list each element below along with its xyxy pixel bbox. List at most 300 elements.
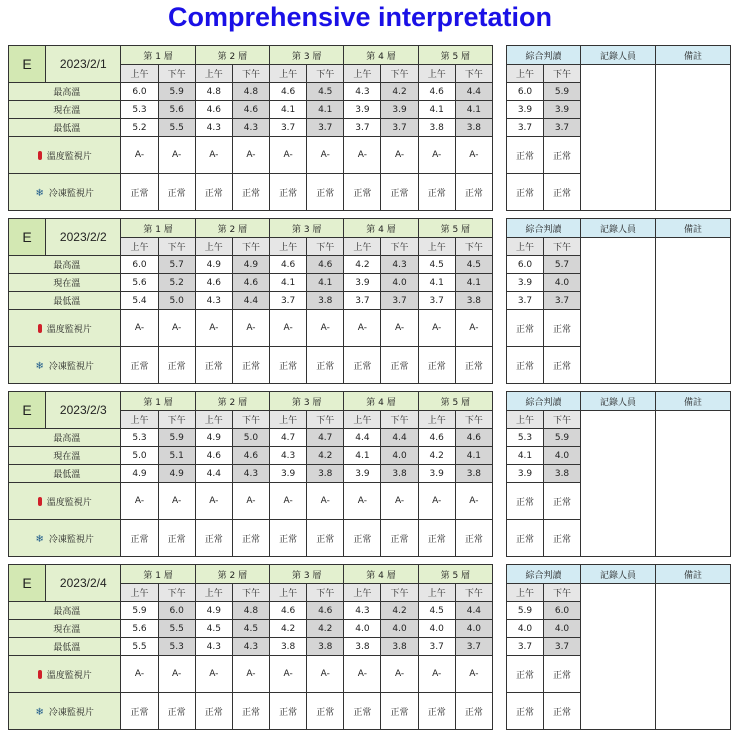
temp-film-value: A- xyxy=(121,310,158,347)
current-temp-value: 4.5 xyxy=(195,620,232,638)
temp-film-label xyxy=(9,137,121,174)
max-temp-value: 4.3 xyxy=(344,602,381,620)
max-temp-value: 4.6 xyxy=(270,256,307,274)
floor-header: 第 1 層 xyxy=(121,219,195,238)
max-temp-value: 4.3 xyxy=(344,83,381,101)
am-header: 上午 xyxy=(195,238,232,256)
freeze-film-value: 正常 xyxy=(455,693,492,730)
floor-header: 第 4 層 xyxy=(344,46,418,65)
current-temp-value: 4.6 xyxy=(195,274,232,292)
remarks-cell[interactable] xyxy=(656,65,731,211)
overall-min-value: 3.9 xyxy=(507,465,544,483)
pm-header: 下午 xyxy=(544,411,581,429)
temp-film-value: A- xyxy=(270,310,307,347)
temp-film-value: A- xyxy=(307,137,344,174)
recorder-header: 記錄人員 xyxy=(581,392,656,411)
min-temp-value: 3.9 xyxy=(270,465,307,483)
overall-min-value: 3.7 xyxy=(544,292,581,310)
temp-film-value: A- xyxy=(270,483,307,520)
remarks-cell[interactable] xyxy=(656,411,731,557)
temp-film-value: A- xyxy=(195,483,232,520)
max-temp-value: 4.6 xyxy=(455,429,492,447)
am-header: 上午 xyxy=(195,65,232,83)
overall-header: 綜合判讀 xyxy=(507,219,581,238)
am-header: 上午 xyxy=(507,411,544,429)
overall-header: 綜合判讀 xyxy=(507,46,581,65)
max-temp-value: 6.0 xyxy=(121,256,158,274)
temp-film-value: A- xyxy=(344,310,381,347)
am-header: 上午 xyxy=(418,411,455,429)
freeze-film-value: 正常 xyxy=(418,520,455,557)
temp-film-value: A- xyxy=(195,656,232,693)
current-temp-value: 5.6 xyxy=(121,274,158,292)
recorder-cell[interactable] xyxy=(581,238,656,384)
overall-max-value: 5.7 xyxy=(544,256,581,274)
freeze-film-value: 正常 xyxy=(158,693,195,730)
freeze-film-value: 正常 xyxy=(121,520,158,557)
unit-label: E xyxy=(9,219,46,256)
floor-readings-table xyxy=(8,218,493,384)
current-temp-value: 5.2 xyxy=(158,274,195,292)
snowflake-icon: ❄ xyxy=(35,706,44,718)
overall-judgement-table xyxy=(506,564,731,730)
pm-header: 下午 xyxy=(455,584,492,602)
min-temp-value: 3.7 xyxy=(344,119,381,137)
temp-film-value: A- xyxy=(455,310,492,347)
max-temp-value: 4.8 xyxy=(232,83,269,101)
pm-header: 下午 xyxy=(307,65,344,83)
temp-film-value: A- xyxy=(418,483,455,520)
am-header: 上午 xyxy=(418,238,455,256)
pm-header: 下午 xyxy=(232,65,269,83)
overall-freeze-film-value: 正常 xyxy=(544,174,581,211)
pm-header: 下午 xyxy=(158,65,195,83)
freeze-film-label-text: 冷凍監視片 xyxy=(48,534,94,545)
freeze-film-value: 正常 xyxy=(344,693,381,730)
freeze-film-label xyxy=(9,347,121,384)
freeze-film-value: 正常 xyxy=(455,520,492,557)
pm-header: 下午 xyxy=(307,238,344,256)
am-header: 上午 xyxy=(270,584,307,602)
freeze-film-value: 正常 xyxy=(158,347,195,384)
freeze-film-value: 正常 xyxy=(381,693,418,730)
overall-freeze-film-value: 正常 xyxy=(507,520,544,557)
floor-header: 第 2 層 xyxy=(195,392,269,411)
current-temp-value: 4.6 xyxy=(195,447,232,465)
min-temp-value: 4.3 xyxy=(195,638,232,656)
am-header: 上午 xyxy=(195,584,232,602)
freeze-film-value: 正常 xyxy=(195,693,232,730)
freeze-film-value: 正常 xyxy=(232,520,269,557)
max-temp-value: 4.4 xyxy=(455,602,492,620)
am-header: 上午 xyxy=(344,411,381,429)
am-header: 上午 xyxy=(344,65,381,83)
overall-temp-film-value: 正常 xyxy=(544,137,581,174)
pm-header: 下午 xyxy=(455,238,492,256)
max-temp-value: 4.4 xyxy=(344,429,381,447)
max-temp-value: 4.5 xyxy=(307,83,344,101)
recorder-header: 記錄人員 xyxy=(581,46,656,65)
min-temp-value: 3.7 xyxy=(381,292,418,310)
temp-film-value: A- xyxy=(455,656,492,693)
am-header: 上午 xyxy=(270,411,307,429)
remarks-cell[interactable] xyxy=(656,238,731,384)
pm-header: 下午 xyxy=(158,238,195,256)
overall-max-value: 6.0 xyxy=(544,602,581,620)
min-temp-label: 最低溫 xyxy=(9,638,121,656)
freeze-film-value: 正常 xyxy=(455,174,492,211)
current-temp-value: 3.9 xyxy=(344,101,381,119)
min-temp-value: 3.8 xyxy=(307,465,344,483)
overall-judgement-table xyxy=(506,391,731,557)
temp-film-value: A- xyxy=(195,137,232,174)
floor-header: 第 3 層 xyxy=(270,219,344,238)
min-temp-value: 3.8 xyxy=(307,638,344,656)
temp-film-value: A- xyxy=(344,137,381,174)
freeze-film-value: 正常 xyxy=(232,347,269,384)
current-temp-value: 4.0 xyxy=(344,620,381,638)
current-temp-value: 4.1 xyxy=(455,101,492,119)
overall-freeze-film-value: 正常 xyxy=(544,520,581,557)
overall-temp-film-value: 正常 xyxy=(507,137,544,174)
temp-film-value: A- xyxy=(307,656,344,693)
floor-header: 第 2 層 xyxy=(195,219,269,238)
max-temp-value: 4.3 xyxy=(381,256,418,274)
freeze-film-value: 正常 xyxy=(418,693,455,730)
min-temp-value: 3.7 xyxy=(344,292,381,310)
overall-temp-film-value: 正常 xyxy=(544,310,581,347)
am-header: 上午 xyxy=(121,238,158,256)
min-temp-label: 最低溫 xyxy=(9,292,121,310)
pm-header: 下午 xyxy=(544,65,581,83)
current-temp-value: 5.1 xyxy=(158,447,195,465)
am-header: 上午 xyxy=(344,238,381,256)
overall-max-value: 5.3 xyxy=(507,429,544,447)
max-temp-value: 4.6 xyxy=(307,602,344,620)
min-temp-value: 3.8 xyxy=(381,465,418,483)
freeze-film-value: 正常 xyxy=(418,347,455,384)
overall-current-value: 3.9 xyxy=(544,101,581,119)
overall-min-value: 3.7 xyxy=(507,119,544,137)
overall-max-value: 6.0 xyxy=(507,83,544,101)
pm-header: 下午 xyxy=(232,238,269,256)
overall-min-value: 3.8 xyxy=(544,465,581,483)
current-temp-value: 5.5 xyxy=(158,620,195,638)
temp-film-value: A- xyxy=(381,656,418,693)
freeze-film-value: 正常 xyxy=(381,347,418,384)
max-temp-value: 4.7 xyxy=(270,429,307,447)
current-temp-value: 4.1 xyxy=(307,274,344,292)
min-temp-value: 3.8 xyxy=(418,119,455,137)
freeze-film-value: 正常 xyxy=(195,174,232,211)
current-temp-value: 3.9 xyxy=(381,101,418,119)
temp-film-value: A- xyxy=(270,137,307,174)
current-temp-label: 現在溫 xyxy=(9,101,121,119)
current-temp-value: 5.3 xyxy=(121,101,158,119)
remarks-header: 備註 xyxy=(656,392,731,411)
recorder-cell[interactable] xyxy=(581,65,656,211)
overall-min-value: 3.7 xyxy=(544,638,581,656)
pm-header: 下午 xyxy=(381,65,418,83)
max-temp-value: 5.0 xyxy=(232,429,269,447)
temp-film-value: A- xyxy=(270,656,307,693)
temp-film-value: A- xyxy=(121,137,158,174)
thermometer-icon xyxy=(38,670,42,679)
temp-film-value: A- xyxy=(381,310,418,347)
am-header: 上午 xyxy=(270,65,307,83)
max-temp-value: 4.9 xyxy=(232,256,269,274)
floor-readings-table xyxy=(8,391,493,557)
min-temp-value: 3.8 xyxy=(381,638,418,656)
min-temp-value: 3.8 xyxy=(455,119,492,137)
temp-film-value: A- xyxy=(158,656,195,693)
floor-header: 第 4 層 xyxy=(344,219,418,238)
temp-film-value: A- xyxy=(307,483,344,520)
floor-header: 第 4 層 xyxy=(344,565,418,584)
am-header: 上午 xyxy=(418,584,455,602)
record-date: 2023/2/1 xyxy=(46,46,121,83)
max-temp-value: 5.9 xyxy=(158,429,195,447)
current-temp-value: 4.2 xyxy=(418,447,455,465)
current-temp-value: 4.6 xyxy=(195,101,232,119)
current-temp-value: 4.5 xyxy=(232,620,269,638)
freeze-film-value: 正常 xyxy=(270,520,307,557)
pm-header: 下午 xyxy=(544,584,581,602)
remarks-header: 備註 xyxy=(656,46,731,65)
overall-current-value: 3.9 xyxy=(507,274,544,292)
unit-label: E xyxy=(9,565,46,602)
temp-film-value: A- xyxy=(232,310,269,347)
floor-header: 第 5 層 xyxy=(418,565,492,584)
floor-header: 第 5 層 xyxy=(418,219,492,238)
min-temp-value: 4.3 xyxy=(232,465,269,483)
overall-current-value: 4.0 xyxy=(507,620,544,638)
temp-film-value: A- xyxy=(418,310,455,347)
current-temp-value: 4.2 xyxy=(270,620,307,638)
am-header: 上午 xyxy=(418,65,455,83)
floor-header: 第 1 層 xyxy=(121,46,195,65)
pm-header: 下午 xyxy=(232,584,269,602)
recorder-header: 記錄人員 xyxy=(581,565,656,584)
temp-film-value: A- xyxy=(232,137,269,174)
min-temp-value: 5.3 xyxy=(158,638,195,656)
freeze-film-label xyxy=(9,520,121,557)
overall-freeze-film-value: 正常 xyxy=(544,693,581,730)
overall-max-value: 5.9 xyxy=(544,429,581,447)
snowflake-icon: ❄ xyxy=(35,187,44,199)
overall-freeze-film-value: 正常 xyxy=(544,347,581,384)
am-header: 上午 xyxy=(195,411,232,429)
current-temp-value: 4.1 xyxy=(418,274,455,292)
current-temp-value: 4.0 xyxy=(381,274,418,292)
temp-film-value: A- xyxy=(381,137,418,174)
current-temp-value: 4.0 xyxy=(418,620,455,638)
temp-film-value: A- xyxy=(455,483,492,520)
freeze-film-value: 正常 xyxy=(344,174,381,211)
min-temp-value: 3.7 xyxy=(381,119,418,137)
freeze-film-label xyxy=(9,693,121,730)
current-temp-value: 4.1 xyxy=(270,101,307,119)
min-temp-value: 3.9 xyxy=(418,465,455,483)
remarks-cell[interactable] xyxy=(656,584,731,730)
recorder-cell[interactable] xyxy=(581,411,656,557)
floor-header: 第 3 層 xyxy=(270,46,344,65)
am-header: 上午 xyxy=(121,411,158,429)
max-temp-value: 4.2 xyxy=(381,83,418,101)
max-temp-value: 4.5 xyxy=(418,256,455,274)
overall-temp-film-value: 正常 xyxy=(507,656,544,693)
recorder-header: 記錄人員 xyxy=(581,219,656,238)
overall-max-value: 5.9 xyxy=(507,602,544,620)
freeze-film-value: 正常 xyxy=(307,347,344,384)
min-temp-value: 5.0 xyxy=(158,292,195,310)
max-temp-value: 6.0 xyxy=(158,602,195,620)
record-date: 2023/2/2 xyxy=(46,219,121,256)
overall-current-value: 4.1 xyxy=(507,447,544,465)
min-temp-value: 4.9 xyxy=(121,465,158,483)
remarks-header: 備註 xyxy=(656,565,731,584)
max-temp-value: 4.6 xyxy=(270,602,307,620)
thermometer-icon xyxy=(38,497,42,506)
floor-header: 第 2 層 xyxy=(195,46,269,65)
min-temp-value: 4.3 xyxy=(195,292,232,310)
min-temp-value: 3.7 xyxy=(455,638,492,656)
freeze-film-value: 正常 xyxy=(307,520,344,557)
min-temp-label: 最低溫 xyxy=(9,119,121,137)
floor-readings-table xyxy=(8,564,493,730)
freeze-film-value: 正常 xyxy=(270,693,307,730)
max-temp-label: 最高溫 xyxy=(9,83,121,101)
floor-header: 第 3 層 xyxy=(270,392,344,411)
overall-min-value: 3.7 xyxy=(544,119,581,137)
freeze-film-value: 正常 xyxy=(307,693,344,730)
snowflake-icon: ❄ xyxy=(35,360,44,372)
remarks-header: 備註 xyxy=(656,219,731,238)
min-temp-value: 3.7 xyxy=(418,292,455,310)
current-temp-value: 4.1 xyxy=(455,274,492,292)
min-temp-value: 3.8 xyxy=(455,465,492,483)
current-temp-value: 5.6 xyxy=(121,620,158,638)
overall-freeze-film-value: 正常 xyxy=(507,347,544,384)
min-temp-value: 5.5 xyxy=(121,638,158,656)
pm-header: 下午 xyxy=(307,584,344,602)
max-temp-value: 4.4 xyxy=(381,429,418,447)
min-temp-label: 最低溫 xyxy=(9,465,121,483)
max-temp-value: 4.2 xyxy=(344,256,381,274)
max-temp-value: 4.9 xyxy=(195,429,232,447)
min-temp-value: 3.7 xyxy=(307,119,344,137)
max-temp-value: 4.9 xyxy=(195,256,232,274)
floor-header: 第 1 層 xyxy=(121,392,195,411)
freeze-film-value: 正常 xyxy=(307,174,344,211)
pm-header: 下午 xyxy=(381,411,418,429)
current-temp-value: 5.6 xyxy=(158,101,195,119)
overall-current-value: 3.9 xyxy=(507,101,544,119)
current-temp-value: 4.6 xyxy=(232,101,269,119)
pm-header: 下午 xyxy=(158,411,195,429)
max-temp-value: 4.8 xyxy=(232,602,269,620)
am-header: 上午 xyxy=(121,65,158,83)
temp-film-value: A- xyxy=(158,483,195,520)
freeze-film-value: 正常 xyxy=(270,174,307,211)
overall-current-value: 4.0 xyxy=(544,274,581,292)
temp-film-value: A- xyxy=(121,656,158,693)
freeze-film-value: 正常 xyxy=(455,347,492,384)
max-temp-value: 4.5 xyxy=(418,602,455,620)
temp-film-value: A- xyxy=(455,137,492,174)
record-date: 2023/2/3 xyxy=(46,392,121,429)
current-temp-value: 4.1 xyxy=(270,274,307,292)
max-temp-label: 最高溫 xyxy=(9,429,121,447)
min-temp-value: 3.8 xyxy=(344,638,381,656)
thermometer-icon xyxy=(38,324,42,333)
recorder-cell[interactable] xyxy=(581,584,656,730)
freeze-film-value: 正常 xyxy=(381,520,418,557)
freeze-film-value: 正常 xyxy=(121,693,158,730)
temp-film-value: A- xyxy=(344,656,381,693)
overall-temp-film-value: 正常 xyxy=(507,310,544,347)
temp-film-label-text: 溫度監視片 xyxy=(46,324,92,335)
am-header: 上午 xyxy=(507,584,544,602)
overall-header: 綜合判讀 xyxy=(507,565,581,584)
pm-header: 下午 xyxy=(544,238,581,256)
max-temp-value: 4.4 xyxy=(455,83,492,101)
pm-header: 下午 xyxy=(455,65,492,83)
current-temp-label: 現在溫 xyxy=(9,620,121,638)
max-temp-value: 4.2 xyxy=(381,602,418,620)
freeze-film-value: 正常 xyxy=(121,347,158,384)
overall-judgement-table xyxy=(506,218,731,384)
current-temp-value: 4.3 xyxy=(270,447,307,465)
overall-freeze-film-value: 正常 xyxy=(507,693,544,730)
page-title: Comprehensive interpretation xyxy=(167,2,553,32)
unit-label: E xyxy=(9,46,46,83)
temp-film-value: A- xyxy=(158,137,195,174)
floor-header: 第 1 層 xyxy=(121,565,195,584)
max-temp-label: 最高溫 xyxy=(9,602,121,620)
current-temp-value: 4.1 xyxy=(418,101,455,119)
freeze-film-label-text: 冷凍監視片 xyxy=(48,361,94,372)
min-temp-value: 5.4 xyxy=(121,292,158,310)
floor-header: 第 2 層 xyxy=(195,565,269,584)
am-header: 上午 xyxy=(270,238,307,256)
min-temp-value: 4.4 xyxy=(232,292,269,310)
max-temp-value: 5.3 xyxy=(121,429,158,447)
floor-header: 第 5 層 xyxy=(418,392,492,411)
freeze-film-value: 正常 xyxy=(344,347,381,384)
freeze-film-value: 正常 xyxy=(158,520,195,557)
record-date: 2023/2/4 xyxy=(46,565,121,602)
freeze-film-value: 正常 xyxy=(121,174,158,211)
max-temp-value: 5.7 xyxy=(158,256,195,274)
temp-film-label xyxy=(9,656,121,693)
overall-max-value: 5.9 xyxy=(544,83,581,101)
current-temp-value: 4.2 xyxy=(307,620,344,638)
max-temp-value: 4.5 xyxy=(455,256,492,274)
overall-max-value: 6.0 xyxy=(507,256,544,274)
min-temp-value: 5.5 xyxy=(158,119,195,137)
min-temp-value: 3.7 xyxy=(270,119,307,137)
freeze-film-value: 正常 xyxy=(195,347,232,384)
min-temp-value: 4.3 xyxy=(195,119,232,137)
freeze-film-label xyxy=(9,174,121,211)
max-temp-value: 5.9 xyxy=(158,83,195,101)
min-temp-value: 3.9 xyxy=(344,465,381,483)
current-temp-value: 3.9 xyxy=(344,274,381,292)
freeze-film-value: 正常 xyxy=(418,174,455,211)
max-temp-value: 4.9 xyxy=(195,602,232,620)
temp-film-label-text: 溫度監視片 xyxy=(46,497,92,508)
